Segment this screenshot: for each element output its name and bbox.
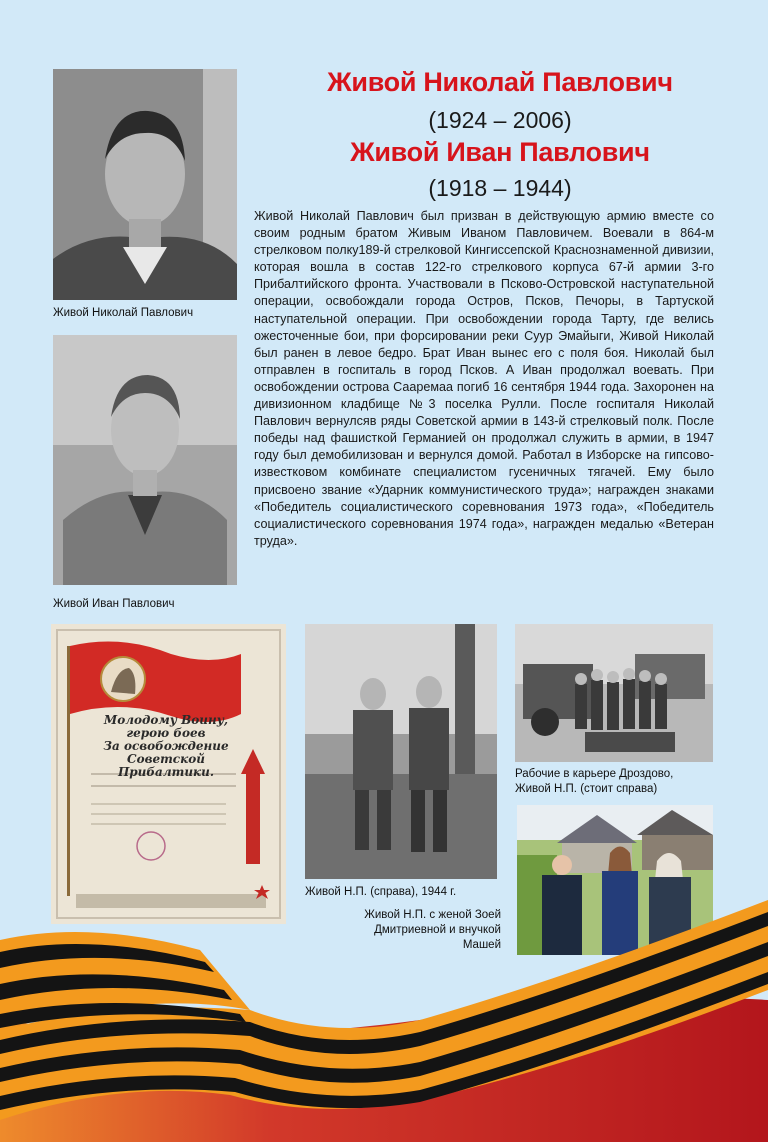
quarry-workers-photo bbox=[515, 624, 713, 762]
title-years-ivan: (1918 – 1944) bbox=[428, 175, 572, 201]
caption-nikolai: Живой Николай Павлович bbox=[53, 307, 194, 319]
caption-soldiers: Живой Н.П. (справа), 1944 г. bbox=[305, 886, 457, 898]
biography-text: Живой Николай Павлович был призван в действующую армию вместе со своим родным братом Живым Иваном Павловичем. Воевали в 864-м стрелковом полку189-й стрелковой Кингиссепской Краснознаменной дивизии, которая вошла в состав 122-го стрелкового корпуса 67-й армии 3-го Прибалтийского фронта. Участвовали в Псково-Островской наступательной операции, освобождали города Остров, Псков, Печоры, в Тартуской наступательной операции. При освобождении города Тарту, где велись ожесточенные бои, при форсировании реки Суур Эмайыги, Живой Николай был ранен в левое бедро. Брат Иван вынес его с поля боя. Николай был отправлен в госпиталь в город Псков. А Иван продолжал воевать. При освобождении острова Сааремаа погиб 16 сентября 1944 года. Захоронен на дивизионном кладбище №3 поселка Рулли. После госпиталя Николай Павлович вернулсяв ряды Советской армии в 143-й стрелковый полк. После победы над фашисткой Германией он продолжал служить в армии, в 1947 году был демобилизован и вернулся домой. Работал в Изборске на гипсово-известковом комбинате специалистом гусеничных тягачей. Ему было присвоено звание «Ударник коммунистического труда»; награжден знаками «Победитель социалистического соревнования 1973 года», «Победитель социалистического соревнования 1974 года», награжден медалью «Ветеран труда». bbox=[254, 209, 714, 548]
soldiers-photo bbox=[305, 624, 497, 879]
title-name-nikolai: Живой Николай Павлович bbox=[327, 67, 673, 97]
caption-ivan: Живой Иван Павлович bbox=[53, 598, 175, 610]
caption-family: Живой Н.П. с женой Зоей Дмитриевной и внучкой Машей bbox=[364, 909, 501, 951]
certificate-line4: Советской Прибалтики. bbox=[117, 752, 215, 779]
portrait-nikolai-photo bbox=[53, 69, 237, 300]
title-name-ivan: Живой Иван Павлович bbox=[350, 137, 650, 167]
st-george-ribbon-banner bbox=[0, 880, 768, 1142]
certificate-line3: За освобождение bbox=[103, 739, 229, 753]
certificate-line2: герою боев bbox=[126, 726, 206, 740]
certificate-line1: Молодому Воину, bbox=[103, 713, 229, 727]
portrait-ivan-photo bbox=[53, 335, 237, 585]
title-years-nikolai: (1924 – 2006) bbox=[428, 107, 572, 133]
certificate-heading bbox=[81, 714, 251, 779]
certificate-image bbox=[51, 624, 286, 924]
caption-quarry: Рабочие в карьере Дроздово, Живой Н.П. (стоит справа) bbox=[515, 768, 674, 795]
